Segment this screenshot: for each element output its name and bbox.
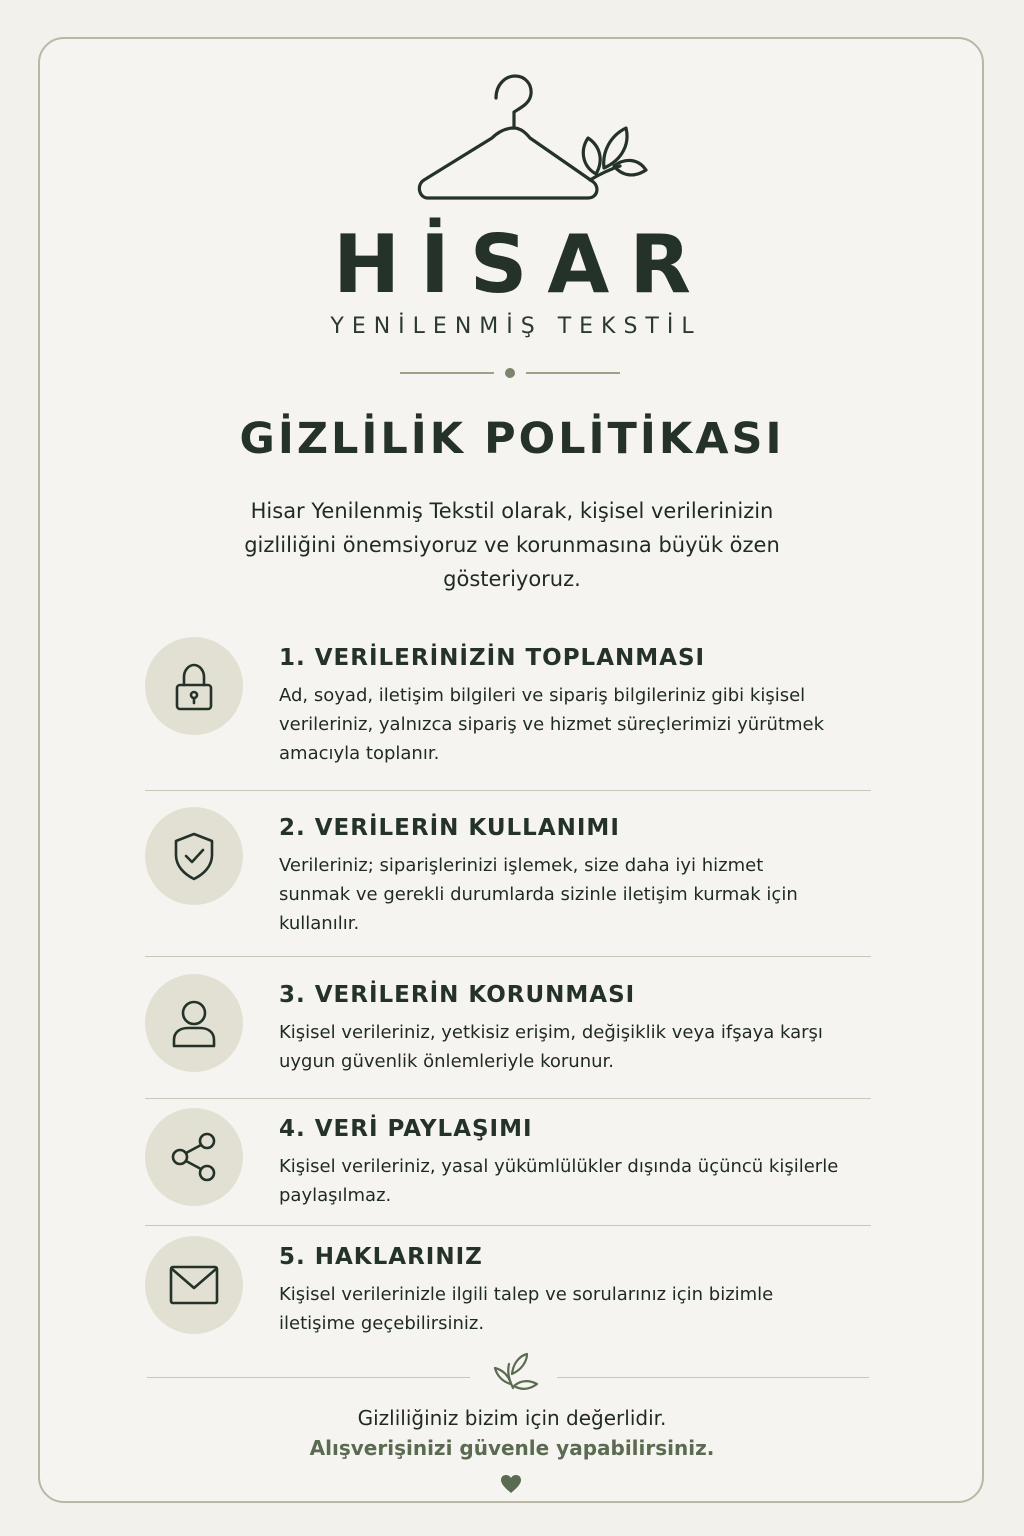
page-title: GİZLİLİK POLİTİKASI: [239, 414, 785, 464]
footer-line-1: Gizliliğiniz bizim için değerlidir.: [357, 1406, 667, 1430]
hanger-with-leaves-icon: [410, 70, 650, 210]
section-heading: 4. VERİ PAYLAŞIMI: [279, 1116, 533, 1142]
divider-ornament: [398, 366, 624, 380]
lock-icon: [169, 661, 219, 711]
section-body: Kişisel verilerinizle ilgili talep ve sorularınız için bizimle iletişime geçebilirsiniz.: [279, 1284, 774, 1334]
icon-circle: [145, 1108, 243, 1206]
footer-divider-left: [147, 1377, 470, 1378]
section-heading: 3. VERİLERİN KORUNMASI: [279, 982, 636, 1008]
share-icon: [169, 1132, 219, 1182]
intro-text: Hisar Yenilenmiş Tekstil olarak, kişisel verilerinizin gizliliğini önemsiyoruz ve korunmasına büyük özen gösteriyoruz.: [244, 499, 780, 591]
section-divider: [145, 1225, 871, 1226]
icon-circle: [145, 807, 243, 905]
heart-icon: [500, 1474, 522, 1494]
icon-circle: [145, 974, 243, 1072]
section-heading: 2. VERİLERİN KULLANIMI: [279, 815, 620, 841]
footer-line-2: Alışverişinizi güvenle yapabilirsiniz.: [309, 1436, 715, 1460]
section-heading: 1. VERİLERİNİZİN TOPLANMASI: [279, 645, 706, 671]
section-divider: [145, 956, 871, 957]
footer-divider-right: [557, 1377, 869, 1378]
mail-icon: [169, 1260, 219, 1310]
section-heading: 5. HAKLARINIZ: [279, 1244, 483, 1270]
section-divider: [145, 790, 871, 791]
icon-circle: [145, 637, 243, 735]
section-body: Kişisel verileriniz, yetkisiz erişim, değişiklik veya ifşaya karşı uygun güvenlik önlemleriyle korunur.: [279, 1022, 823, 1072]
section-body: Ad, soyad, iletişim bilgileri ve sipariş bilgileriniz gibi kişisel verileriniz, yalnızca sipariş ve hizmet süreçlerimizi yürütmek amacıyla toplanır.: [279, 685, 825, 764]
brand-tagline: YENİLENMİŞ TEKSTİL: [330, 314, 702, 339]
section-divider: [145, 1098, 871, 1099]
section-body: Kişisel verileriniz, yasal yükümlülükler dışında üçüncü kişilerle paylaşılmaz.: [279, 1156, 839, 1206]
brand-name: HİSAR: [333, 218, 711, 311]
user-icon: [169, 998, 219, 1048]
section-body: Verileriniz; siparişlerinizi işlemek, size daha iyi hizmet sunmak ve gerekli durumlarda sizinle iletişim kurmak için kullanılır.: [279, 855, 798, 934]
leaf-icon: [487, 1350, 539, 1392]
icon-circle: [145, 1236, 243, 1334]
shield-check-icon: [169, 831, 219, 881]
